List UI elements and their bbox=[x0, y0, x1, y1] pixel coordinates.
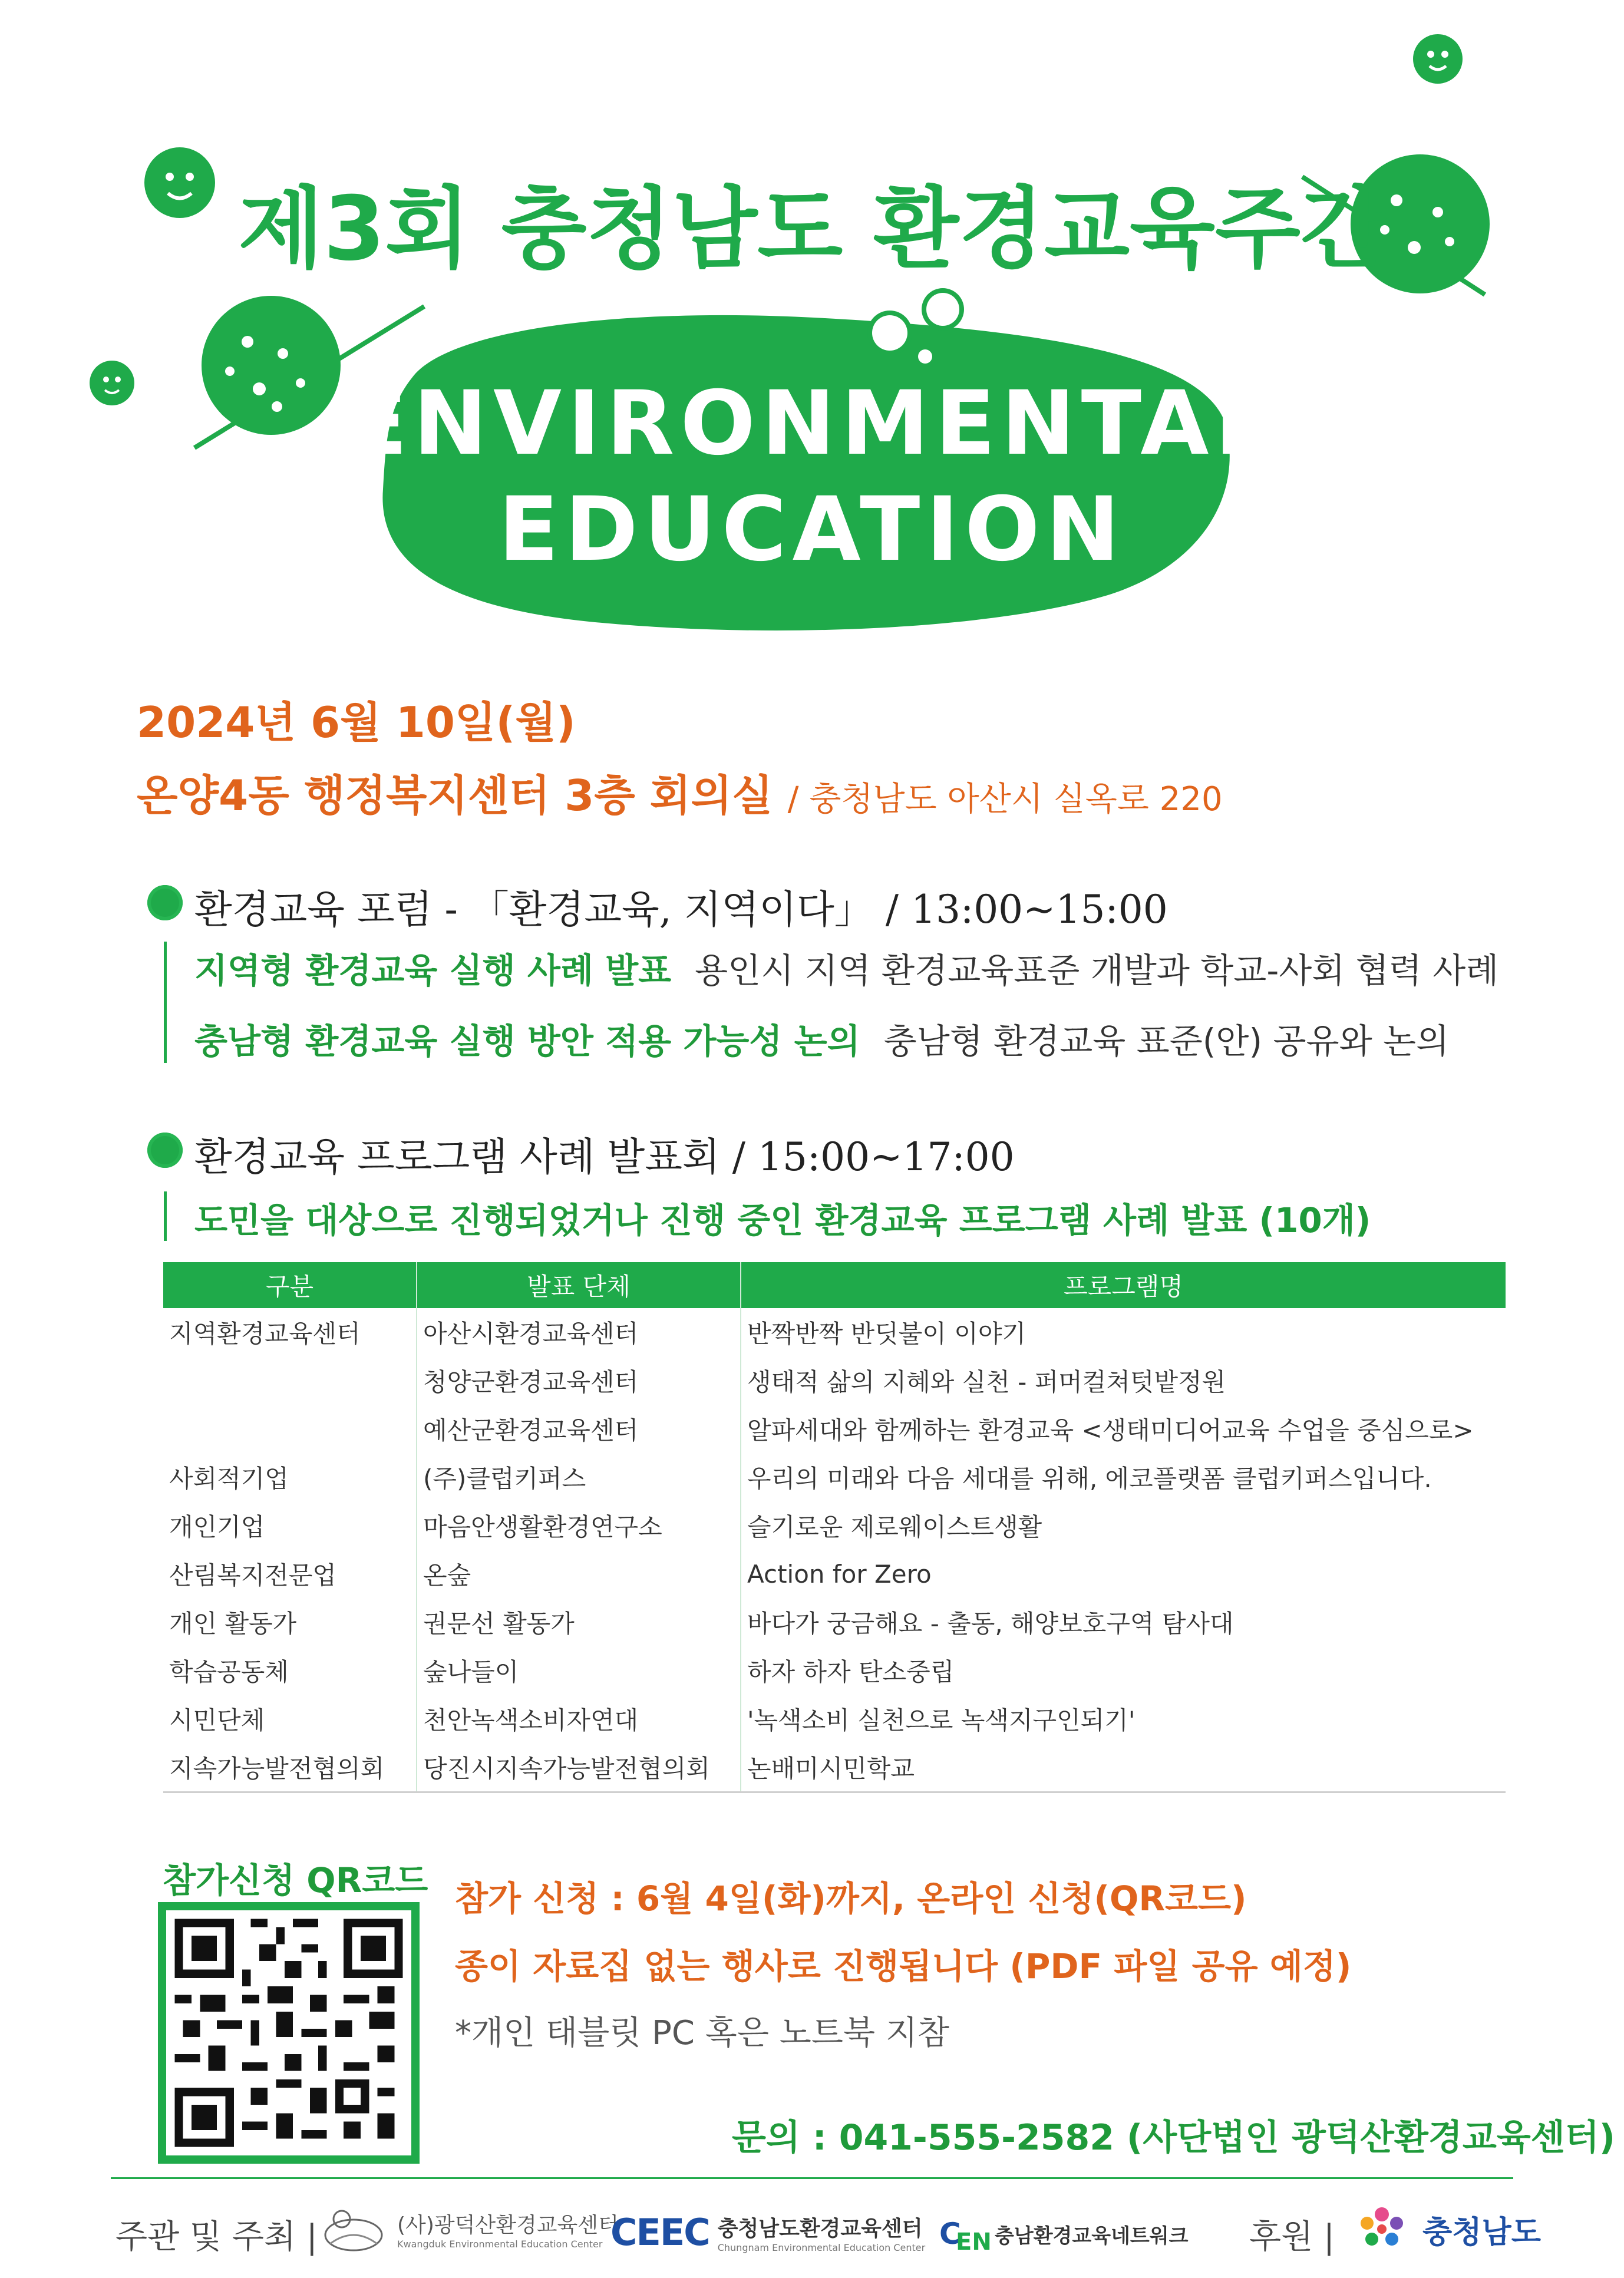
table-cell: 아산시환경교육센터 bbox=[417, 1308, 741, 1356]
org2-sub: Chungnam Environmental Education Center bbox=[717, 2241, 926, 2253]
table-cell: 청양군환경교육센터 bbox=[417, 1356, 741, 1405]
bullet-icon bbox=[147, 1133, 183, 1168]
program-title: 환경교육 프로그램 사례 발표회 / 15:00~17:00 bbox=[194, 1134, 1015, 1180]
qr-code-icon bbox=[166, 1910, 411, 2155]
title-kor: 제3회 충청남도 환경교육주간 bbox=[238, 178, 1386, 280]
table-row bbox=[163, 1550, 1506, 1598]
table-cell: 논배미시민학교 bbox=[741, 1743, 1506, 1792]
table-cell: 마음안생활환경연구소 bbox=[417, 1501, 741, 1550]
table-cell: Action for Zero bbox=[741, 1550, 1506, 1598]
table-cell: 천안녹색소비자연대 bbox=[417, 1695, 741, 1743]
org3-name: 충남환경교육네트워크 bbox=[995, 2224, 1189, 2248]
program-table bbox=[163, 1262, 1506, 1793]
contact-info: 문의 : 041-555-2582 (사단법인 광덕산환경교육센터) bbox=[732, 2117, 1616, 2158]
org1-sub: Kwangduk Environmental Education Center bbox=[397, 2239, 603, 2250]
table-cell: 알파세대와 함께하는 환경교육 <생태미디어교육 수업을 중심으로> bbox=[741, 1405, 1506, 1453]
program-subtitle-text: 도민을 대상으로 진행되었거나 진행 중인 환경교육 프로그램 사례 발표 (10개) bbox=[194, 1200, 1371, 1240]
smiley-ball-icon bbox=[1413, 34, 1463, 84]
table-cell: 당진시지속가능발전협의회 bbox=[417, 1743, 741, 1792]
table-cell: 사회적기업 bbox=[169, 1464, 289, 1493]
table-cell bbox=[163, 1356, 417, 1405]
sponsor-label: 후원 | bbox=[1249, 2218, 1335, 2256]
header-illustration bbox=[0, 0, 1624, 660]
table-row bbox=[163, 1308, 1506, 1356]
table-row bbox=[163, 1646, 1506, 1695]
table-header-cell: 발표 단체 bbox=[417, 1262, 741, 1308]
sponsor-chungnam bbox=[1349, 2203, 1541, 2256]
table-cell: 개인기업 bbox=[169, 1513, 265, 1541]
registration-paperless: 종이 자료집 없는 행사로 진행됩니다 (PDF 파일 공유 예정) bbox=[455, 1946, 1352, 1986]
table-row bbox=[163, 1356, 1506, 1405]
table-cell: 예산군환경교육센터 bbox=[417, 1405, 741, 1453]
forum-item bbox=[194, 943, 1498, 992]
forum-item-label: 충남형 환경교육 실행 방안 적용 가능성 논의 bbox=[194, 1021, 860, 1061]
event-venue: 온양4동 행정복지센터 3층 회의실 bbox=[137, 771, 773, 820]
table-header-cell: 프로그램명 bbox=[741, 1262, 1506, 1308]
table-cell: 권문선 활동가 bbox=[417, 1598, 741, 1646]
table-cell: 생태적 삶의 지혜와 실천 - 퍼머컬쳐텃밭정원 bbox=[741, 1356, 1506, 1405]
table-cell: 지역환경교육센터 bbox=[169, 1319, 361, 1348]
table-cell: 지속가능발전협의회 bbox=[163, 1743, 417, 1792]
table-cell: (주)클럽키퍼스 bbox=[417, 1453, 741, 1501]
footer-divider bbox=[111, 2177, 1513, 2179]
table-row bbox=[163, 1405, 1506, 1453]
forum-item-label: 지역형 환경교육 실행 사례 발표 bbox=[194, 950, 672, 991]
table-cell: 온숲 bbox=[417, 1550, 741, 1598]
kwangduk-logo-icon bbox=[318, 2203, 389, 2256]
smiley-ball-icon bbox=[144, 147, 215, 218]
org1-name: (사)광덕산환경교육센터 bbox=[397, 2213, 619, 2237]
org-network bbox=[939, 2213, 1188, 2254]
svg-text:EN: EN bbox=[956, 2229, 992, 2256]
table-row bbox=[163, 1501, 1506, 1550]
event-address: / 충청남도 아산시 실옥로 220 bbox=[787, 780, 1223, 818]
qr-code[interactable] bbox=[158, 1902, 420, 2164]
svg-text:C: C bbox=[939, 2217, 961, 2251]
table-cell: 개인 활동가 bbox=[169, 1609, 297, 1638]
registration-note: *개인 태블릿 PC 혹은 노트북 지참 bbox=[455, 2014, 950, 2052]
chungnam-logo-icon bbox=[1349, 2203, 1414, 2256]
qr-code-label: 참가신청 QR코드 bbox=[163, 1860, 428, 1900]
forum-item bbox=[194, 1013, 1449, 1063]
org-ceec bbox=[610, 2211, 925, 2254]
table-cell bbox=[163, 1405, 417, 1453]
ceec-logo-icon: CEEC bbox=[610, 2211, 709, 2254]
table-cell: 숲나들이 bbox=[417, 1646, 741, 1695]
program-divider bbox=[164, 1191, 167, 1241]
event-venue-line bbox=[137, 761, 1223, 823]
table-row bbox=[163, 1453, 1506, 1501]
forum-divider bbox=[164, 942, 167, 1063]
bullet-icon bbox=[147, 885, 183, 920]
smiley-ball-icon bbox=[90, 361, 134, 405]
org-kwangduk bbox=[318, 2203, 619, 2256]
table-cell: 산림복지전문업 bbox=[169, 1561, 337, 1590]
forum-item-desc: 충남형 환경교육 표준(안) 공유와 논의 bbox=[883, 1021, 1450, 1061]
table-cell: '녹색소비 실천으로 녹색지구인되기' bbox=[741, 1695, 1506, 1743]
table-header-row bbox=[163, 1262, 1506, 1308]
registration-deadline: 참가 신청 : 6월 4일(화)까지, 온라인 신청(QR코드) bbox=[455, 1878, 1247, 1919]
title-eng-line2: EDUCATION bbox=[498, 478, 1126, 581]
org2-name: 충청남도환경교육센터 bbox=[717, 2216, 923, 2241]
table-row bbox=[163, 1598, 1506, 1646]
table-cell: 우리의 미래와 다음 세대를 위해, 에코플랫폼 클럽키퍼스입니다. bbox=[741, 1453, 1506, 1501]
table-cell: 바다가 궁금해요 - 출동, 해양보호구역 탐사대 bbox=[741, 1598, 1506, 1646]
sponsor-name: 충청남도 bbox=[1422, 2214, 1541, 2250]
table-cell: 하자 하자 탄소중립 bbox=[741, 1646, 1506, 1695]
network-logo-icon bbox=[939, 2213, 992, 2256]
forum-title: 환경교육 포럼 - 「환경교육, 지역이다」 / 13:00~15:00 bbox=[194, 887, 1168, 932]
table-cell: 시민단체 bbox=[169, 1706, 265, 1735]
table-cell: 학습공동체 bbox=[169, 1658, 289, 1686]
table-header-cell: 구분 bbox=[163, 1262, 417, 1308]
forum-item-desc: 용인시 지역 환경교육표준 개발과 학교-사회 협력 사례 bbox=[695, 950, 1499, 991]
table-cell: 슬기로운 제로웨이스트생활 bbox=[741, 1501, 1506, 1550]
table-row bbox=[163, 1695, 1506, 1743]
title-eng-line1: ENVIRONMENTAL bbox=[346, 372, 1278, 475]
event-date: 2024년 6월 10일(월) bbox=[137, 698, 576, 747]
table-row bbox=[163, 1743, 1506, 1792]
organizers-label: 주관 및 주최 | bbox=[115, 2218, 318, 2256]
program-subtitle bbox=[194, 1193, 1371, 1242]
table-cell: 반짝반짝 반딧불이 이야기 bbox=[741, 1308, 1506, 1356]
